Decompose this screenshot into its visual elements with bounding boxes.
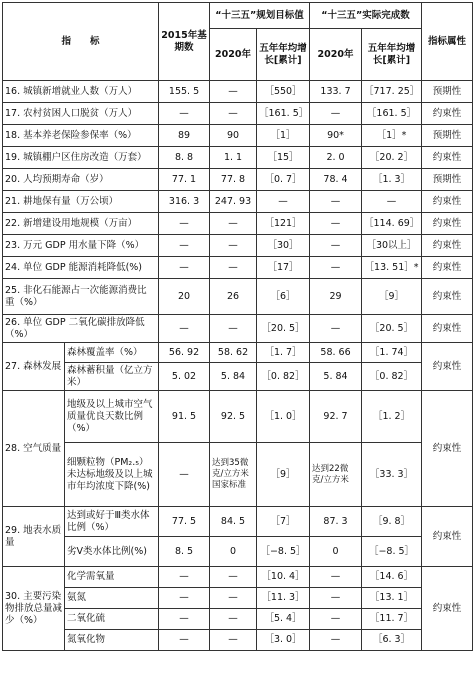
actual-value: —: [310, 257, 362, 279]
table-row: [3, 81, 473, 103]
plan-value: —: [210, 609, 257, 630]
plan-growth: —: [257, 191, 310, 213]
row-name: 16. 城镇新增就业人数（万人）: [3, 81, 159, 103]
plan-value: 1. 1: [210, 147, 257, 169]
plan-growth: ［10. 4］: [257, 567, 310, 588]
header-indicator: 指 标: [3, 3, 159, 81]
plan-growth: ［−8. 5］: [257, 537, 310, 567]
row-name: 22. 新增建设用地规模（万亩）: [3, 213, 159, 235]
plan-growth: ［11. 3］: [257, 588, 310, 609]
base-value: 316. 3: [159, 191, 210, 213]
actual-value: 2. 0: [310, 147, 362, 169]
table-row: [3, 363, 473, 391]
header-actual-2020: 2020年: [310, 29, 362, 81]
table-row: [3, 588, 473, 609]
attr-value: 约束性: [422, 315, 473, 343]
plan-value: 0: [210, 537, 257, 567]
actual-growth: ［6. 3］: [362, 630, 422, 651]
row-name: 21. 耕地保有量（万公顷）: [3, 191, 159, 213]
row-name: 25. 非化石能源占一次能源消费比重（%）: [3, 279, 159, 315]
base-value: —: [159, 630, 210, 651]
plan-value: —: [210, 315, 257, 343]
base-value: —: [159, 103, 210, 125]
base-value: —: [159, 588, 210, 609]
table-row: [3, 630, 473, 651]
actual-value: —: [310, 609, 362, 630]
table-row: [3, 343, 473, 363]
row-name: 17. 农村贫困人口脱贫（万人）: [3, 103, 159, 125]
plan-value: 90: [210, 125, 257, 147]
header-base: 2015年基期数: [159, 3, 210, 81]
actual-growth: ［717. 25］: [362, 81, 422, 103]
plan-value: 92. 5: [210, 391, 257, 443]
attr-value: 预期性: [422, 81, 473, 103]
base-value: 8. 8: [159, 147, 210, 169]
base-value: 155. 5: [159, 81, 210, 103]
attr-value: 约束性: [422, 103, 473, 125]
table-row: [3, 213, 473, 235]
sub-name: 森林蓄积量（亿立方米）: [65, 363, 159, 391]
header-plan-group: “十三五”规划目标值: [210, 3, 310, 29]
actual-value: —: [310, 235, 362, 257]
table-row: [3, 609, 473, 630]
plan-growth: ［0. 7］: [257, 169, 310, 191]
sub-name: 劣Ⅴ类水体比例(%): [65, 537, 159, 567]
table-row: [3, 279, 473, 315]
sub-name: 森林覆盖率（%）: [65, 343, 159, 363]
attr-value: 约束性: [422, 235, 473, 257]
row-name: 18. 基本养老保险参保率（%）: [3, 125, 159, 147]
plan-value: 58. 62: [210, 343, 257, 363]
plan-growth: ［15］: [257, 147, 310, 169]
plan-value: 247. 93: [210, 191, 257, 213]
actual-growth: ［20. 5］: [362, 315, 422, 343]
plan-growth: ［5. 4］: [257, 609, 310, 630]
attr-value: 约束性: [422, 343, 473, 391]
plan-growth: ［3. 0］: [257, 630, 310, 651]
plan-value: 5. 84: [210, 363, 257, 391]
sub-name: 化学需氧量: [65, 567, 159, 588]
base-value: 56. 92: [159, 343, 210, 363]
header-plan-2020: 2020年: [210, 29, 257, 81]
plan-growth: ［17］: [257, 257, 310, 279]
base-value: 8. 5: [159, 537, 210, 567]
actual-growth: —: [362, 191, 422, 213]
plan-value: —: [210, 103, 257, 125]
actual-value: —: [310, 315, 362, 343]
actual-growth: ［1. 74］: [362, 343, 422, 363]
base-value: —: [159, 315, 210, 343]
plan-growth: ［20. 5］: [257, 315, 310, 343]
plan-growth: ［9］: [257, 443, 310, 507]
plan-value: 26: [210, 279, 257, 315]
plan-growth: ［550］: [257, 81, 310, 103]
sub-name: 二氧化硫: [65, 609, 159, 630]
row-name: 24. 单位 GDP 能源消耗降低(%): [3, 257, 159, 279]
group-name: 29. 地表水质量: [3, 507, 65, 567]
attr-value: 约束性: [422, 257, 473, 279]
base-value: —: [159, 443, 210, 507]
actual-value: 达到22微克/立方米: [310, 443, 362, 507]
group-name: 27. 森林发展: [3, 343, 65, 391]
actual-growth: ［30以上］: [362, 235, 422, 257]
group-name: 28. 空气质量: [3, 391, 65, 507]
plan-value: 达到35微克/立方米国家标准: [210, 443, 257, 507]
actual-value: 5. 84: [310, 363, 362, 391]
attr-value: 约束性: [422, 507, 473, 567]
plan-growth: ［30］: [257, 235, 310, 257]
plan-value: —: [210, 567, 257, 588]
sub-name: 地级及以上城市空气质量优良天数比例（%）: [65, 391, 159, 443]
actual-value: 58. 66: [310, 343, 362, 363]
attr-value: 预期性: [422, 125, 473, 147]
attr-value: 约束性: [422, 567, 473, 651]
actual-value: 92. 7: [310, 391, 362, 443]
plan-value: —: [210, 235, 257, 257]
actual-value: 90*: [310, 125, 362, 147]
table-row: [3, 315, 473, 343]
plan-growth: ［121］: [257, 213, 310, 235]
plan-value: 77. 8: [210, 169, 257, 191]
actual-growth: ［33. 3］: [362, 443, 422, 507]
plan-value: —: [210, 257, 257, 279]
actual-growth: ［11. 7］: [362, 609, 422, 630]
actual-value: —: [310, 567, 362, 588]
plan-growth: ［161. 5］: [257, 103, 310, 125]
plan-value: 84. 5: [210, 507, 257, 537]
table-row: [3, 169, 473, 191]
sub-name: 氨氮: [65, 588, 159, 609]
base-value: 77. 5: [159, 507, 210, 537]
attr-value: 约束性: [422, 391, 473, 507]
actual-value: —: [310, 103, 362, 125]
base-value: —: [159, 609, 210, 630]
plan-growth: ［6］: [257, 279, 310, 315]
table-row: [3, 443, 473, 507]
row-name: 26. 单位 GDP 二氧化碳排放降低（%）: [3, 315, 159, 343]
plan-value: —: [210, 81, 257, 103]
row-name: 19. 城镇棚户区住房改造（万套）: [3, 147, 159, 169]
actual-value: 133. 7: [310, 81, 362, 103]
actual-growth: ［1］*: [362, 125, 422, 147]
base-value: —: [159, 235, 210, 257]
attr-value: 约束性: [422, 279, 473, 315]
attr-value: 预期性: [422, 169, 473, 191]
plan-growth: ［7］: [257, 507, 310, 537]
sub-name: 细颗粒物（PM₂.₅）未达标地级及以上城市年均浓度下降(%): [65, 443, 159, 507]
actual-value: —: [310, 630, 362, 651]
base-value: —: [159, 567, 210, 588]
base-value: —: [159, 257, 210, 279]
header-attr: 指标属性: [422, 3, 473, 81]
actual-value: —: [310, 213, 362, 235]
attr-value: 约束性: [422, 147, 473, 169]
sub-name: 氮氧化物: [65, 630, 159, 651]
base-value: 91. 5: [159, 391, 210, 443]
actual-growth: ［13. 1］: [362, 588, 422, 609]
actual-value: —: [310, 191, 362, 213]
table-row: [3, 103, 473, 125]
row-name: 23. 万元 GDP 用水量下降（%）: [3, 235, 159, 257]
table-row: [3, 507, 473, 537]
row-name: 20. 人均预期寿命（岁）: [3, 169, 159, 191]
actual-value: 87. 3: [310, 507, 362, 537]
actual-growth: ［161. 5］: [362, 103, 422, 125]
base-value: 77. 1: [159, 169, 210, 191]
table-row: [3, 235, 473, 257]
attr-value: 约束性: [422, 191, 473, 213]
plan-growth: ［1. 7］: [257, 343, 310, 363]
actual-growth: ［1. 3］: [362, 169, 422, 191]
attr-value: 约束性: [422, 213, 473, 235]
header-actual-group: “十三五”实际完成数: [310, 3, 422, 29]
header-plan-growth: 五年年均增长[累计]: [257, 29, 310, 81]
base-value: —: [159, 213, 210, 235]
table-row: [3, 125, 473, 147]
table-row: [3, 391, 473, 443]
actual-value: 78. 4: [310, 169, 362, 191]
actual-value: —: [310, 588, 362, 609]
indicator-table: [2, 2, 473, 651]
actual-growth: ［1. 2］: [362, 391, 422, 443]
group-name: 30. 主要污染物排放总量减少（%）: [3, 567, 65, 651]
table-row: [3, 191, 473, 213]
plan-value: —: [210, 588, 257, 609]
actual-growth: ［20. 2］: [362, 147, 422, 169]
sub-name: 达到或好于Ⅲ类水体比例（%）: [65, 507, 159, 537]
plan-growth: ［1］: [257, 125, 310, 147]
plan-value: —: [210, 630, 257, 651]
table-row: [3, 537, 473, 567]
table-row: [3, 147, 473, 169]
plan-growth: ［1. 0］: [257, 391, 310, 443]
actual-growth: ［13. 51］*: [362, 257, 422, 279]
plan-value: —: [210, 213, 257, 235]
base-value: 5. 02: [159, 363, 210, 391]
actual-value: 0: [310, 537, 362, 567]
table-row: [3, 567, 473, 588]
actual-value: 29: [310, 279, 362, 315]
actual-growth: ［9. 8］: [362, 507, 422, 537]
actual-growth: ［−8. 5］: [362, 537, 422, 567]
table-row: [3, 257, 473, 279]
base-value: 20: [159, 279, 210, 315]
header-actual-growth: 五年年均增长[累计]: [362, 29, 422, 81]
actual-growth: ［0. 82］: [362, 363, 422, 391]
actual-growth: ［14. 6］: [362, 567, 422, 588]
plan-growth: ［0. 82］: [257, 363, 310, 391]
actual-growth: ［9］: [362, 279, 422, 315]
actual-growth: ［114. 69］: [362, 213, 422, 235]
base-value: 89: [159, 125, 210, 147]
